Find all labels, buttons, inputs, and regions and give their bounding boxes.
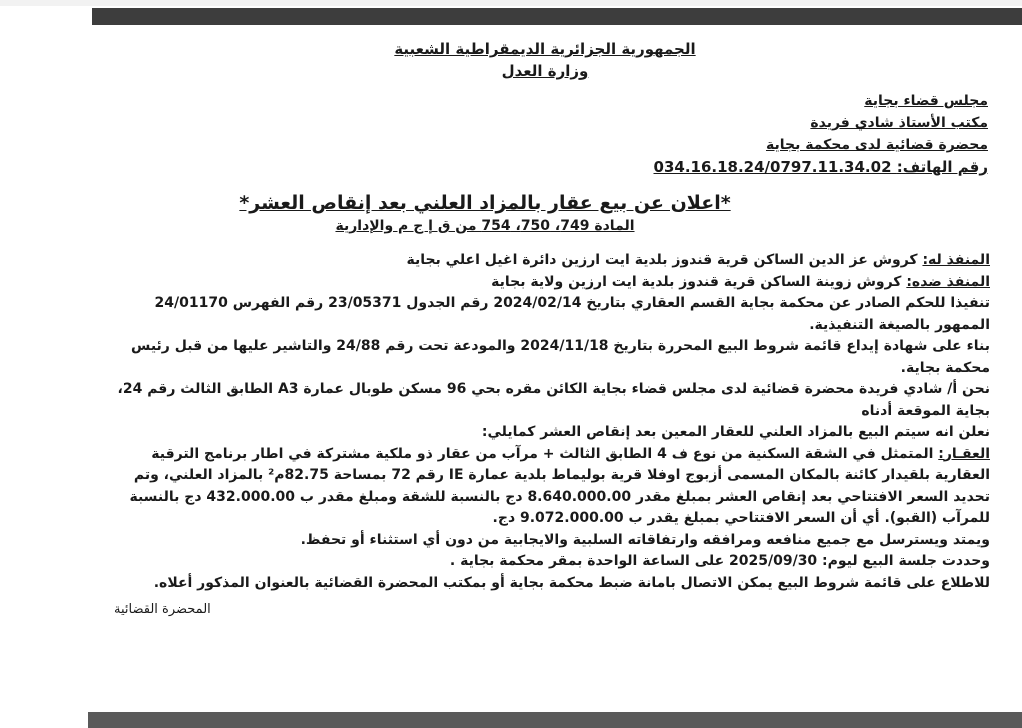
notice-document: [100, 28, 990, 708]
council-name: مجلس قضاء بجاية: [864, 93, 988, 109]
signature-block: [100, 602, 990, 617]
notice-body: [100, 250, 990, 594]
property-paragraph: [100, 444, 990, 530]
signature-text: المحضرة القضائية: [114, 602, 211, 617]
ministry-title: وزارة العدل: [501, 62, 589, 80]
announce-paragraph: نعلن انه سيتم البيع بالمزاد العلني للعقار المعين بعد إنقاص العشر كمايلي:: [481, 424, 990, 440]
executed-line: [100, 272, 990, 294]
scan-edge-top: [0, 0, 1022, 6]
property-label: العقـار:: [938, 445, 990, 462]
executed-label: المنفذ ضده:: [906, 273, 990, 290]
legal-article: المادة 749، 750، 754 من ق إ ج م والإدارية: [335, 218, 635, 234]
executed-value: كروش زوينة الساكن قرية قندوز بلدية ايت ارزين ولاية بجاية: [491, 273, 907, 290]
deposit-paragraph: بناء على شهادة إيداع قائمة شروط البيع المحررة بتاريخ 2024/11/18 والمودعة تحت رقم 24/88 والتاشير عليها من قبل رئيس محكمة بجاية.: [131, 338, 990, 376]
office-block: [100, 90, 990, 178]
scan-border-top: [92, 8, 1022, 25]
bailiff-role: محضرة قضائية لدى محكمة بجاية: [765, 137, 988, 153]
firm-name: مكتب الأستاذ شادي فريدة: [810, 115, 988, 131]
execution-paragraph: تنفيذا للحكم الصادر عن محكمة بجاية القسم العقاري بتاريخ 2024/02/14 رقم الجدول 23/05371 رقم الفهرس 24/01170 الممهور بالصيغة التنفيذية.: [154, 295, 990, 333]
notice-title: *اعلان عن بيع عقار بالمزاد العلني بعد إنقاص العشر*: [239, 192, 731, 214]
document-header: [100, 38, 990, 82]
rights-paragraph: ويمتد ويسترسل مع جميع منافعه ومرافقه وارتفاقاته السلبية والايجابية من دون أي استثناء أو تحفظ.: [300, 531, 990, 548]
bailiff-paragraph: نحن أ/ شادي فريدة محضرة قضائية لدى مجلس قضاء بجاية الكائن مقره بحي 96 مسكن طوبال عمارة A3 الطابق الثالث رقم 24، بجاية الموقعة أدناه: [117, 381, 990, 419]
property-value: المتمثل في الشقة السكنية من نوع ف 4 الطابق الثالث + مرآب من عقار ذو ملكية مشتركة في اطار برنامج الترقية العقارية بلقيدار كائنة بالمكان المسمى أزبوج اوفلا قرية بوليماط بلدية عمارة IE رقم 72 بمساحة 82.75م² بالمزاد العلني، وتم تحديد السعر الافتتاحي بعد إنقاص العشر بمبلغ مقدر 8.640.000.00 دج بالنسبة للشقة ومبلغ مقدر ب 432.000.00 دج بالنسبة للمرآب (القبو). أي أن السعر الافتتاحي بمبلغ يقدر ب 9.072.000.00 دج.: [129, 445, 990, 526]
phone-line: [654, 158, 988, 176]
executor-value: كروش عز الدين الساكن قرية قندوز بلدية ايت ارزين دائرة اغيل اعلي بجاية: [406, 252, 923, 268]
scan-border-bottom: [88, 712, 1022, 728]
republic-title: الجمهورية الجزائرية الديمقراطية الشعبية: [394, 40, 696, 58]
executor-label: المنفذ له:: [922, 252, 990, 268]
executor-line: [100, 250, 990, 272]
phone-number: 034.16.18.24/0797.11.34.02: [653, 158, 892, 176]
phone-label: رقم الهاتف:: [896, 158, 988, 176]
info-paragraph: للاطلاع على قائمة شروط البيع يمكن الاتصال بامانة ضبط محكمة بجاية أو بمكتب المحضرة القضائية بالعنوان المذكور أعلاه.: [153, 574, 990, 591]
session-paragraph: وحددت جلسة البيع ليوم: 2025/09/30 على الساعة الواحدة بمقر محكمة بجاية .: [449, 553, 990, 569]
